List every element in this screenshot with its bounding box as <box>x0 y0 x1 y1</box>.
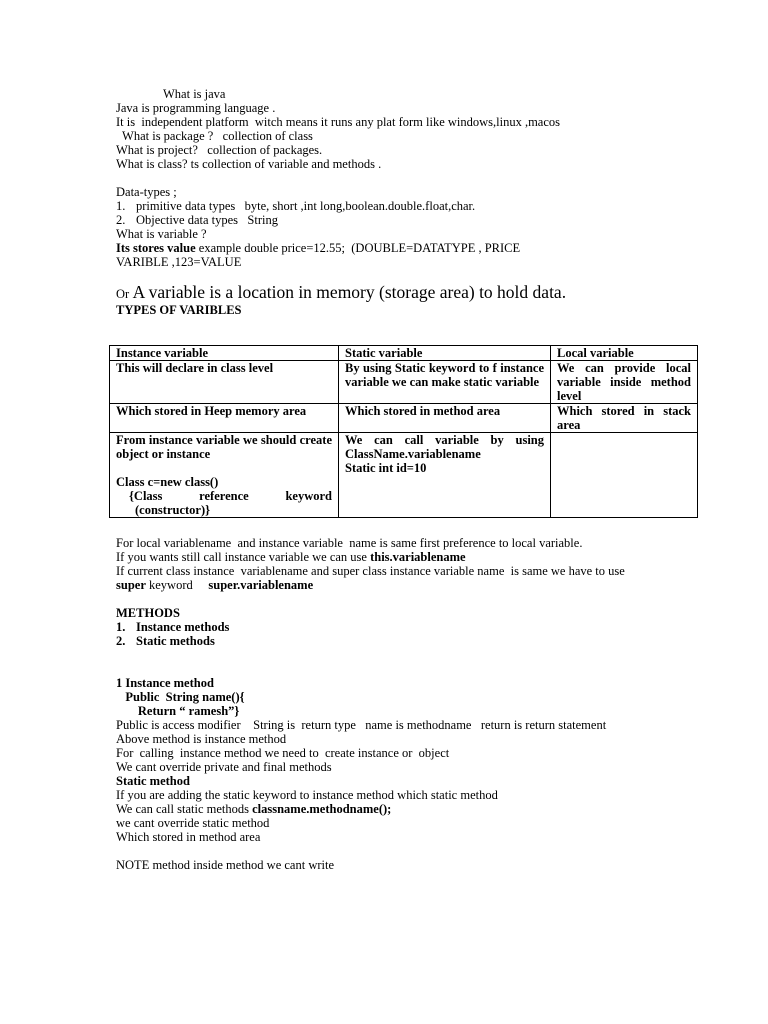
static-method-text: We can call static methods <box>116 802 253 816</box>
variables-table <box>109 345 698 518</box>
cell-text: We can call variable by using ClassName.variablename <box>345 433 544 461</box>
table-row <box>110 361 698 404</box>
static-method-bold: classname.methodname(); <box>252 802 392 816</box>
intro-line: What is package ? collection of class <box>116 129 313 143</box>
note-bold: this.variablename <box>370 550 466 564</box>
instance-method-line: Above method is instance method <box>116 732 287 746</box>
table-row <box>110 404 698 433</box>
intro-line: It is independent platform witch means it runs any plat form like windows,linux ,macos <box>116 115 561 129</box>
stores-value-line-2: VARIBLE ,123=VALUE <box>116 255 242 269</box>
instance-method-line: For calling instance method we need to create instance or object <box>116 746 450 760</box>
list-number: 1. <box>116 199 126 213</box>
header-cell: Local variable <box>551 346 698 361</box>
static-method-heading: Static method <box>116 774 190 788</box>
document-body <box>116 87 706 317</box>
list-text: Static methods <box>136 634 215 648</box>
table-cell: This will declare in class level <box>110 361 339 404</box>
list-number: 2. <box>116 213 126 227</box>
note-line: If current class instance variablename and super class instance variable name is same we have to use <box>116 564 625 578</box>
static-method-line <box>116 802 706 816</box>
cell-text: From instance variable we should create object or instance <box>116 433 332 461</box>
header-cell: Instance variable <box>110 346 339 361</box>
list-text: primitive data types byte, short ,int long,boolean.double.float,char. <box>136 199 476 213</box>
methods-item <box>116 634 706 648</box>
header-cell: Static variable <box>339 346 551 361</box>
table-cell: By using Static keyword to f instance variable we can make static variable <box>339 361 551 404</box>
instance-method-line: Public is access modifier String is return type name is methodname return is return statement <box>116 718 607 732</box>
datatypes-item <box>116 213 706 227</box>
variable-definition <box>116 281 706 303</box>
methods-heading: METHODS <box>116 606 180 620</box>
note-bold: super <box>116 578 146 592</box>
datatypes-heading: Data-types ; <box>116 185 177 199</box>
intro-line: What is class? ts collection of variable and methods . <box>116 157 382 171</box>
note-line <box>116 578 706 592</box>
cell-code: Class c=new class() <box>116 475 219 489</box>
note-text: If you wants still call instance variable we can use <box>116 550 371 564</box>
note-text: keyword <box>145 578 209 592</box>
intro-title: What is java <box>163 87 226 101</box>
code-line: Return “ ramesh”} <box>116 704 240 718</box>
instance-method-heading: 1 Instance method <box>116 676 214 690</box>
stores-value-line <box>116 241 706 255</box>
list-number: 2. <box>116 634 126 648</box>
table-header-row <box>110 346 698 361</box>
cell-code: (constructor)} <box>135 503 211 517</box>
table-cell <box>110 433 339 518</box>
list-text: Objective data types String <box>136 213 278 227</box>
code-line: Public String name(){ <box>116 690 245 704</box>
table-cell: Which stored in stack area <box>551 404 698 433</box>
note-line: For local variablename and instance variable name is same first preference to local variable. <box>116 536 583 550</box>
instance-method-line: We cant override private and final methods <box>116 760 332 774</box>
table-cell <box>551 433 698 518</box>
note-line <box>116 550 706 564</box>
table-cell: Which stored in method area <box>339 404 551 433</box>
table-cell: Which stored in Heep memory area <box>110 404 339 433</box>
list-text: Instance methods <box>136 620 230 634</box>
list-number: 1. <box>116 620 126 634</box>
stores-value-text: example double price=12.55; (DOUBLE=DATATYPE , PRICE <box>195 241 521 255</box>
cell-code: Static int id=10 <box>345 461 427 475</box>
static-method-line: If you are adding the static keyword to instance method which static method <box>116 788 498 802</box>
intro-line: Java is programming language . <box>116 101 276 115</box>
table-cell: We can provide local variable inside method level <box>551 361 698 404</box>
methods-item <box>116 620 706 634</box>
or-label: Or <box>116 287 130 301</box>
types-heading: TYPES OF VARIBLES <box>116 303 242 317</box>
final-note: NOTE method inside method we cant write <box>116 858 334 872</box>
document-body-continued <box>116 536 706 872</box>
note-bold: super.variablename <box>208 578 314 592</box>
intro-line: What is project? collection of packages. <box>116 143 323 157</box>
static-method-line: we cant override static method <box>116 816 270 830</box>
cell-code: {Class reference keyword <box>129 489 332 503</box>
datatypes-item <box>116 199 706 213</box>
stores-value-bold: Its stores value <box>116 241 196 255</box>
table-row <box>110 433 698 518</box>
definition-text: A variable is a location in memory (storage area) to hold data. <box>129 282 567 302</box>
table-cell <box>339 433 551 518</box>
static-method-line: Which stored in method area <box>116 830 261 844</box>
variable-question: What is variable ? <box>116 227 207 241</box>
